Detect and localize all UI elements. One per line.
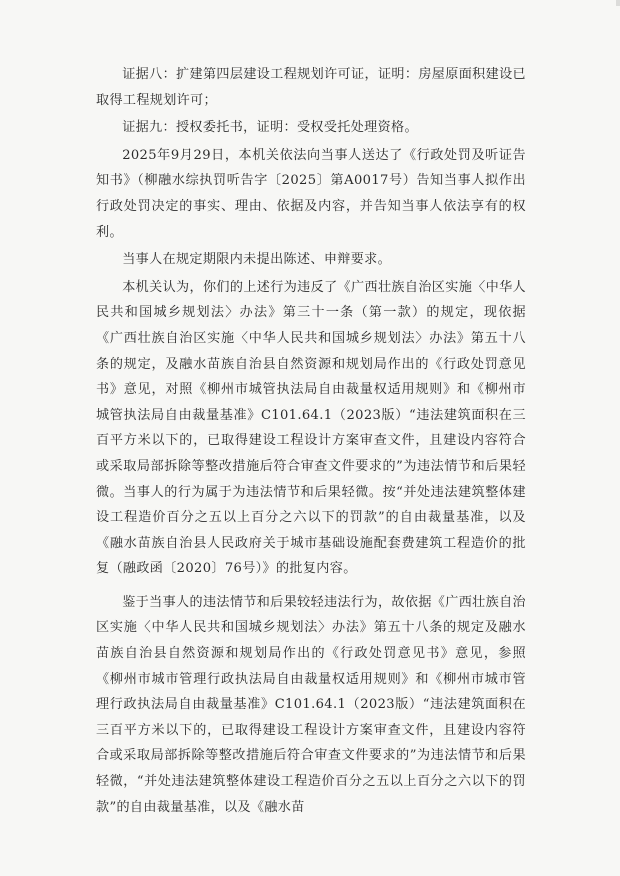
document-body [96, 62, 526, 862]
penalty-basis-paragraph: 鉴于当事人的违法情节和后果较轻违法行为，故依据《广西壮族自治区实施〈中华人民共和国城乡规划法〉办法》第五十八条的规定及融水苗族自治县自然资源和规划局作出的《行政处罚意见书》意见，参照《柳州市城市管理行政执法局自由裁量权适用规则》和《柳州市城市管理行政执法局自由裁量基准》C101.64.1（2023版）“违法建筑面积在三百平方米以下的，已取得建设工程设计方案审查文件，且建设内容符合或采取局部拆除等整改措施后符合审查文件要求的”为违法情节和后果轻微，“并处违法建筑整体建设工程造价百分之五以上百分之六以下的罚款”的自由裁量基准，以及《融水苗 [96, 594, 526, 815]
evidence-eight-paragraph: 证据八：扩建第四层建设工程规划许可证，证明：房屋原面积建设已取得工程规划许可； [96, 67, 526, 108]
agency-opinion-paragraph: 本机关认为，你们的上述行为违反了《广西壮族自治区实施〈中华人民共和国城乡规划法〉办法》第三十一条（第一款）的规定，现依据《广西壮族自治区实施〈中华人民共和国城乡规划法〉办法》第五十八条的规定，及融水苗族自治县自然资源和规划局作出的《行政处罚意见书》意见，对照《柳州市城管执法局自由裁量权适用规则》和《柳州市城管执法局自由裁量基准》C101.64.1（2023版）“违法建筑面积在三百平方米以下的，已取得建设工程设计方案审查文件，且建设内容符合或采取局部拆除等整改措施后符合审查文件要求的”为违法情节和后果轻微。当事人的行为属于为违法情节和后果轻微。按“并处违法建筑整体建设工程造价百分之五以上百分之六以下的罚款”的自由裁量基准，以及《融水苗族自治县人民政府关于城市基础设施配套费建筑工程造价的批复（融政函〔2020〕76号）》的批复内容。 [96, 279, 526, 577]
notice-paragraph: 2025年9月29日，本机关依法向当事人送达了《行政处罚及听证告知书》（柳融水综执罚听告字〔2025〕第A0017号）告知当事人拟作出行政处罚决定的事实、理由、依据及内容，并告知当事人依法享有的权利。 [96, 147, 526, 240]
no-statement-paragraph: 当事人在规定期限内未提出陈述、申辩要求。 [122, 252, 392, 268]
scan-edge-mark [616, 0, 620, 6]
evidence-nine-paragraph: 证据九：授权委托书，证明：受权受托处理资格。 [122, 120, 418, 136]
